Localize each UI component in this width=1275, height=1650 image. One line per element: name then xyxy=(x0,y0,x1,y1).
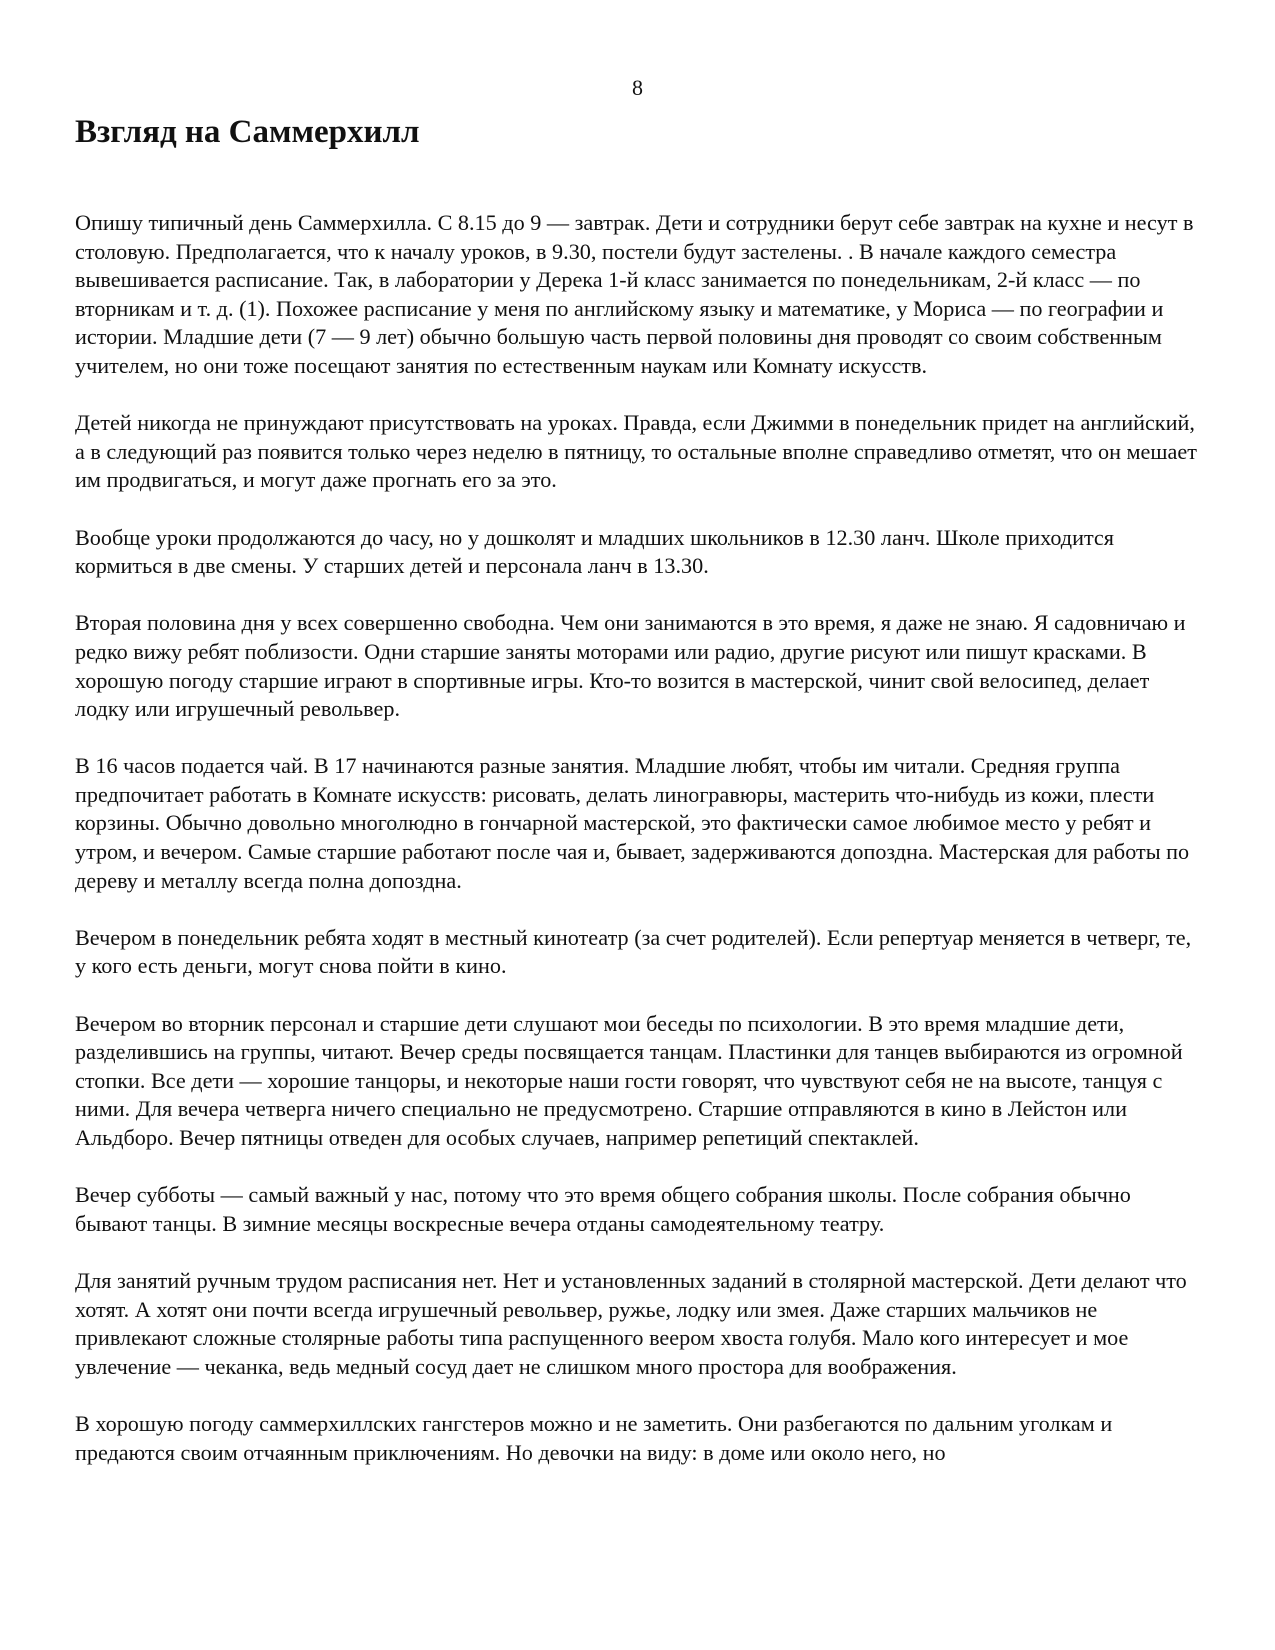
paragraph-handicraft: Для занятий ручным трудом расписания нет. Нет и установленных заданий в столярной мастерской. Дети делают что хотят. А хотят они почти всегда игрушечный револьвер, ружье, лодку или змея. Даже старших мальчиков не привлекают сложные столярные работы типа распущенного веером хвоста голубя. Мало кого интересует и мое увлечение — чеканка, ведь медный сосуд дает не слишком много простора для воображения. xyxy=(75,1267,1187,1379)
paragraph-saturday-meeting: Вечер субботы — самый важный у нас, потому что это время общего собрания школы. После собрания обычно бывают танцы. В зимние месяцы воскресные вечера отданы самодеятельному театру. xyxy=(75,1182,1131,1236)
paragraph-good-weather: В хорошую погоду саммерхиллских гангстеров можно и не заметить. Они разбегаются по дальним уголкам и предаются своим отчаянным приключениям. Но девочки на виду: в доме или около него, но xyxy=(75,1410,1113,1465)
paragraph-breakfast-schedule: Опишу типичный день Саммерхилла. С 8.15 до 9 — завтрак. Дети и сотрудники берут себе завтрак на кухне и несут в столовую. Предполагается, что к началу уроков, в 9.30, постели будут застелены. . В начале каждого семестра вывешивается расписание. Так, в лаборатории у Дерека 1-й класс занимается по понедельникам, 2-й класс — по вторникам и т. д. (1). Похожее расписание у меня по английскому языку и математике, у Мориса — по географии и истории. Младшие дети (7 — 9 лет) обычно большую часть первой половины дня проводят со своим собственным учителем, но они тоже посещают занятия по естественным наукам или Комнату искусств. xyxy=(75,210,1194,378)
paragraph-afternoon: Вторая половина дня у всех совершенно свободна. Чем они занимаются в это время, я даже не знаю. Я садовничаю и редко вижу ребят поблизости. Одни старшие заняты моторами или радио, другие рисуют или пишут красками. В хорошую погоду старшие играют в спортивные игры. Кто-то возится в мастерской, чинит свой велосипед, делает лодку или игрушечный револьвер. xyxy=(75,610,1186,722)
paragraph-monday-cinema: Вечером в понедельник ребята ходят в местный кинотеатр (за счет родителей). Если репертуар меняется в четверг, те, у кого есть деньги, могут снова пойти в кино. xyxy=(75,924,1192,979)
paragraph-tea-activities: В 16 часов подается чай. В 17 начинаются разные занятия. Младшие любят, чтобы им читали. Средняя группа предпочитает работать в Комнате искусств: рисовать, делать линогравюры, мастерить что-нибудь из кожи, плести корзины. Обычно довольно многолюдно в гончарной мастерской, это фактически самое любимое место у ребят и утром, и вечером. Самые старшие работают после чая и, бывает, задерживаются допоздна. Мастерская для работы по дереву и металлу всегда полна допоздна. xyxy=(75,753,1190,893)
paragraph-weekday-evenings: Вечером во вторник персонал и старшие дети слушают мои беседы по психологии. В это время младшие дети, разделившись на группы, читают. Вечер среды посвящается танцам. Пластинки для танцев выбираются из огромной стопки. Все дети — хорошие танцоры, и некоторые наши гости говорят, что чувствуют себя не на высоте, танцуя с ними. Для вечера четверга ничего специально не предусмотрено. Старшие отправляются в кино в Лейстон или Альдборо. Вечер пятницы отведен для особых случаев, например репетиций спектаклей. xyxy=(75,1010,1183,1150)
page-number: 8 xyxy=(632,75,643,100)
paragraph-attendance: Детей никогда не принуждают присутствовать на уроках. Правда, если Джимми в понедельник придет на английский, а в следующий раз появится только через неделю в пятницу, то остальные вполне справедливо отметят, что он мешает им продвигаться, и могут даже прогнать его за это. xyxy=(75,410,1197,493)
page-title: Взгляд на Саммерхилл xyxy=(75,114,420,150)
paragraph-lunch: Вообще уроки продолжаются до часу, но у дошколят и младших школьников в 12.30 ланч. Школе приходится кормиться в две смены. У старших детей и персонала ланч в 13.30. xyxy=(75,524,1114,579)
body-text xyxy=(75,209,1205,1496)
